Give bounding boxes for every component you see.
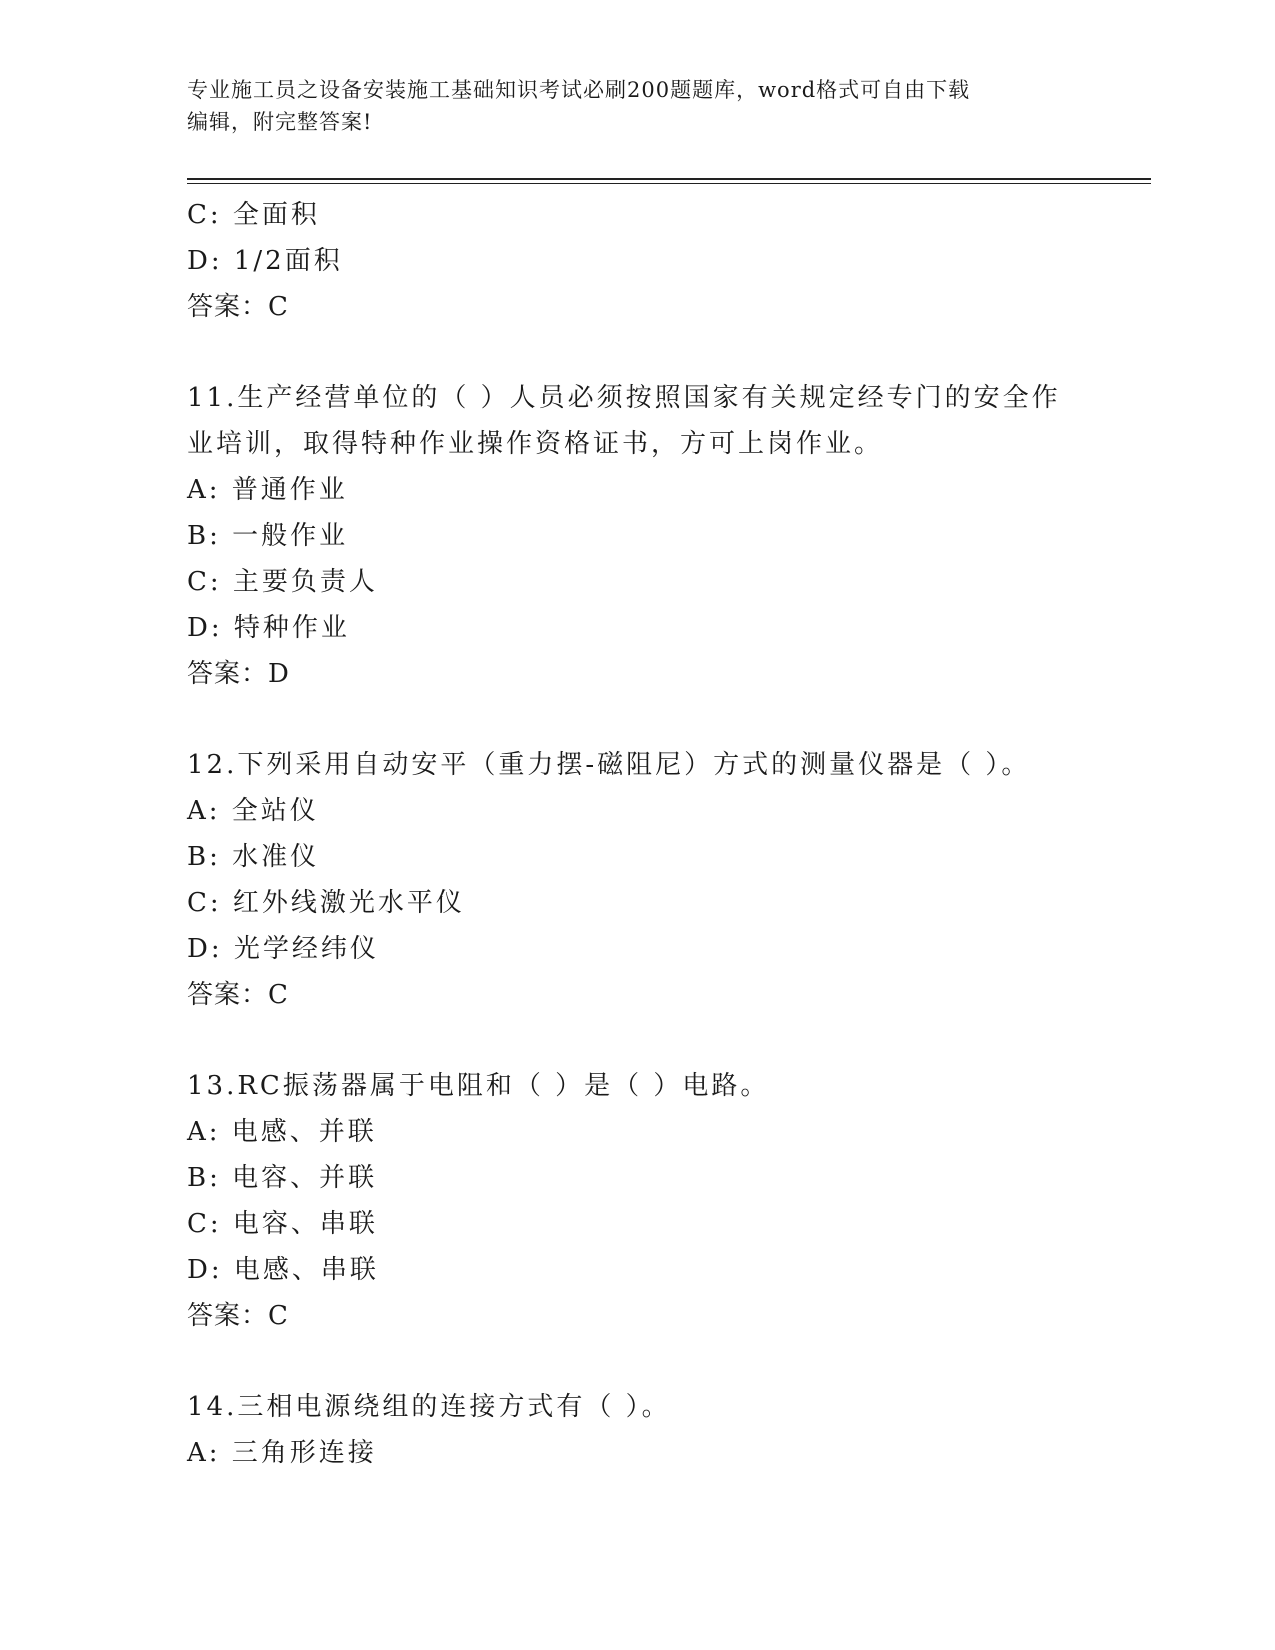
question-13 [187, 1063, 1087, 1339]
header-divider-thick [187, 178, 1151, 180]
option-b: B: 电容、并联 [187, 1163, 378, 1193]
header-line-2: 编辑，附完整答案! [187, 110, 373, 134]
document-header [187, 74, 1067, 138]
option-c: C: 全面积 [187, 200, 320, 230]
question-list [187, 192, 1087, 1476]
option-d: D: 特种作业 [187, 613, 350, 643]
option-d: D: 1/2面积 [187, 246, 343, 276]
question-text: 11.生产经营单位的（ ）人员必须按照国家有关规定经专门的安全作 [187, 383, 1061, 413]
option-c: C: 电容、串联 [187, 1209, 378, 1239]
option-d: D: 光学经纬仪 [187, 934, 379, 964]
question-14 [187, 1384, 1087, 1476]
option-b: B: 一般作业 [187, 521, 349, 551]
carryover-block [187, 192, 1087, 330]
question-text: 14.三相电源绕组的连接方式有（ ）。 [187, 1392, 671, 1422]
option-a: A: 普通作业 [187, 475, 348, 505]
answer-line: 答案：C [187, 1301, 289, 1331]
option-c: C: 红外线激光水平仪 [187, 888, 465, 918]
header-line-1: 专业施工员之设备安装施工基础知识考试必刷200题题库，word格式可自由下载 [187, 78, 971, 102]
question-11 [187, 375, 1087, 697]
option-a: A: 三角形连接 [187, 1438, 377, 1468]
question-text: 13.RC振荡器属于电阻和（ ）是（ ）电路。 [187, 1071, 770, 1101]
question-text: 12.下列采用自动安平（重力摆-磁阻尼）方式的测量仪器是（ ）。 [187, 750, 1031, 780]
option-a: A: 电感、并联 [187, 1117, 377, 1147]
question-12 [187, 742, 1087, 1018]
option-c: C: 主要负责人 [187, 567, 378, 597]
option-d: D: 电感、串联 [187, 1255, 379, 1285]
header-divider-thin [187, 183, 1151, 184]
option-a: A: 全站仪 [187, 796, 319, 826]
option-b: B: 水准仪 [187, 842, 320, 872]
question-text-cont: 业培训，取得特种作业操作资格证书，方可上岗作业。 [187, 429, 884, 459]
answer-line: 答案：C [187, 292, 289, 322]
answer-line: 答案：C [187, 980, 289, 1010]
answer-line: 答案：D [187, 659, 290, 689]
